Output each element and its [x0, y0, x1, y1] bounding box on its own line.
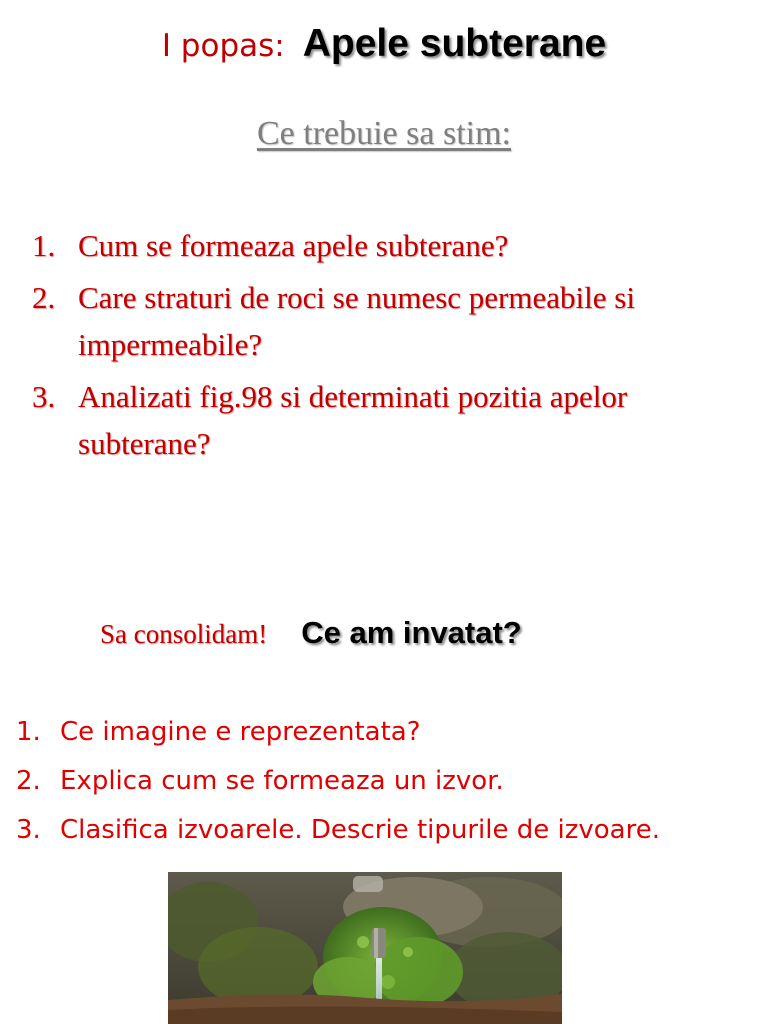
list-item — [32, 373, 752, 467]
item-text: Explica cum se formeaza un izvor. — [60, 766, 504, 796]
consolidate-heading: Ce am invatat? — [301, 615, 522, 650]
slide-title — [0, 22, 768, 66]
spring-illustration — [168, 872, 562, 1024]
spring-photo — [168, 872, 562, 1024]
item-number: 1. — [32, 228, 56, 263]
list-item — [32, 222, 752, 269]
list-item — [16, 708, 761, 757]
item-text: Ce imagine e reprezentata? — [60, 717, 421, 747]
item-text: Cum se formeaza apele subterane? — [78, 228, 509, 263]
item-text: Care straturi de roci se numesc permeabile si impermeabile? — [78, 280, 635, 362]
item-number: 3. — [32, 379, 56, 414]
title-prefix: I popas: — [161, 28, 285, 64]
item-number: 2. — [16, 766, 41, 796]
section-subtitle: Ce trebuie sa stim: — [256, 115, 511, 152]
consolidate-row — [100, 615, 522, 651]
item-text: Analizati fig.98 si determinati pozitia apelor subterane? — [78, 379, 628, 461]
questions-list — [32, 222, 752, 472]
list-item — [32, 274, 752, 368]
item-number: 3. — [16, 815, 41, 845]
list-item — [16, 806, 761, 855]
item-number: 2. — [32, 280, 56, 315]
item-text: Clasifica izvoarele. Descrie tipurile de izvoare. — [60, 815, 660, 845]
review-list — [16, 708, 761, 855]
title-main: Apele subterane — [302, 22, 607, 65]
list-item — [16, 757, 761, 806]
item-number: 1. — [16, 717, 41, 747]
consolidate-label: Sa consolidam! — [100, 619, 268, 649]
